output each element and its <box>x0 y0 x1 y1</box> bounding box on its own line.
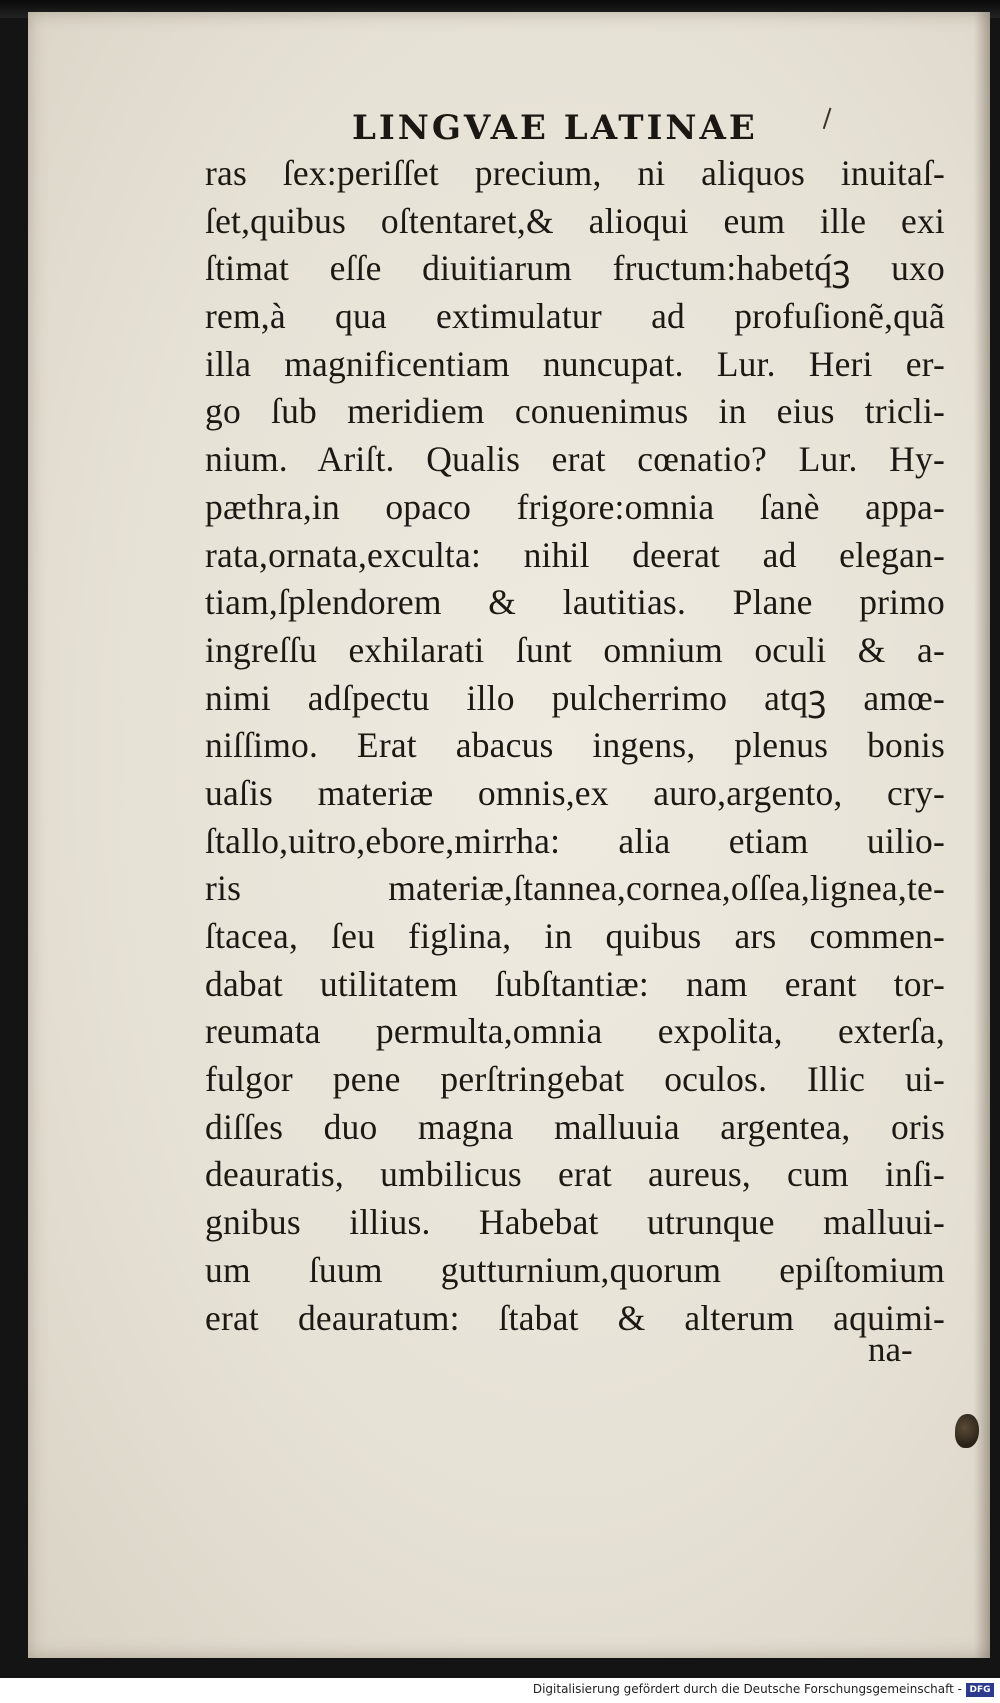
text-line: fulgor pene perſtringebat oculos. Illic ui- <box>205 1059 945 1100</box>
digitization-footer <box>0 1678 1000 1703</box>
text-line: dabat utilitatem ſubſtantiæ: nam erant tor- <box>205 963 945 1004</box>
ink-stain <box>955 1414 979 1448</box>
text-line: pæthra,in opaco frigore:omnia ſanè appa- <box>205 486 945 527</box>
text-line: niſſimo. Erat abacus ingens, plenus bonis <box>205 725 945 766</box>
text-line: gnibus illius. Habebat utrunque malluui- <box>205 1202 945 1243</box>
text-line: uaſis materiæ omnis,ex auro,argento, cry- <box>205 772 945 813</box>
page-edge-shadow <box>974 12 990 1658</box>
text-line: ſtacea, ſeu figlina, in quibus ars commen- <box>205 916 945 956</box>
text-line: ſtallo,uitro,ebore,mirrha: alia etiam uilio- <box>205 820 945 861</box>
funding-credit: Digitalisierung gefördert durch die Deutsche Forschungsgemeinschaft - <box>532 1682 962 1696</box>
body-text <box>205 150 945 1342</box>
text-line: diſſes duo magna malluuia argentea, oris <box>205 1106 945 1147</box>
text-line: deauratis, umbilicus erat aureus, cum inſi- <box>205 1154 945 1195</box>
text-line: rata,ornata,exculta: nihil deerat ad elegan- <box>205 534 945 575</box>
text-line: go ſub meridiem conuenimus in eius tricli- <box>205 391 945 432</box>
dfg-logo: DFG <box>966 1683 994 1697</box>
running-head: LINGVAE LATINAE <box>352 108 758 148</box>
text-line: ris materiæ,ſtannea,cornea,oſſea,lignea,te- <box>205 868 945 909</box>
text-line: um ſuum gutturnium,quorum epiſtomium <box>205 1249 945 1290</box>
catchword: na- <box>868 1330 913 1369</box>
text-line: ras ſex:periſſet precium, ni aliquos inuitaſ- <box>205 153 945 193</box>
text-line: nimi adſpectu illo pulcherrimo atqꝫ amœ- <box>205 677 945 718</box>
text-line: rem,à qua extimulatur ad profuſionẽ,quã <box>205 296 945 337</box>
text-line: ſet,quibus oſtentaret,& alioqui eum ille exi <box>205 200 945 241</box>
text-line: illa magnificentiam nuncupat. Lur. Heri er- <box>205 343 945 384</box>
text-line: nium. Ariſt. Qualis erat cœnatio? Lur. Hy- <box>205 439 945 480</box>
text-line: ingreſſu exhilarati ſunt omnium oculi & a- <box>205 629 945 670</box>
text-line: tiam,ſplendorem & lautitias. Plane primo <box>205 582 945 623</box>
text-line: erat deauratum: ſtabat & alterum aquimi- <box>205 1297 945 1338</box>
text-line: ſtimat eſſe diuitiarum fructum:habetq́ꝫ uxo <box>205 248 945 289</box>
text-line: reumata permulta,omnia expolita, exterſa, <box>205 1011 945 1052</box>
